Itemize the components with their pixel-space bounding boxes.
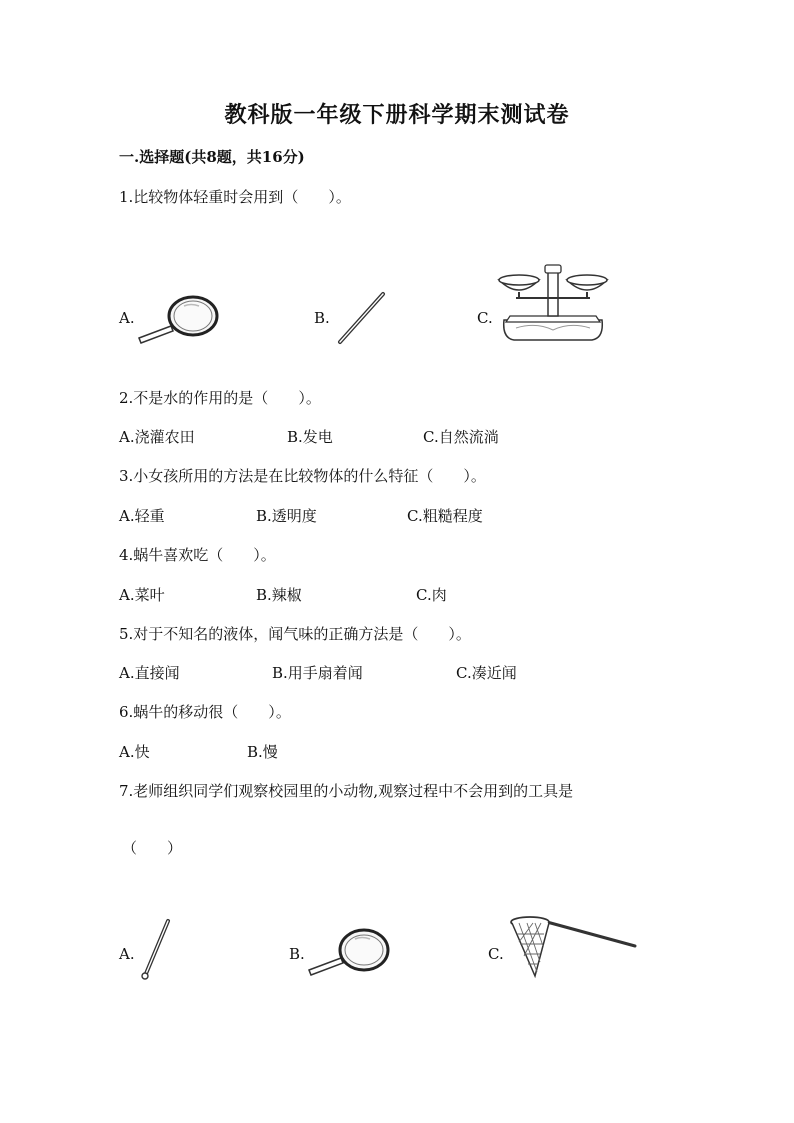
question-7-option-b-label[interactable]: B. [289,945,305,963]
question-5-stem: 5.对于不知名的液体，闻气味的正确方法是（ ）。 [119,625,471,643]
question-3-option-c[interactable]: C.粗糙程度 [407,507,483,525]
question-6-option-b[interactable]: B.慢 [247,743,278,761]
question-3-option-a[interactable]: A.轻重 [119,507,165,525]
question-7-answer-blank: （ ） [122,839,183,857]
question-3-option-b[interactable]: B.透明度 [256,507,317,525]
question-1-stem: 1.比较物体轻重时会用到（ ）。 [119,188,351,206]
question-2-stem: 2.不是水的作用的是（ ）。 [119,389,321,407]
question-4-option-b[interactable]: B.辣椒 [256,586,302,604]
question-4-option-a[interactable]: A.菜叶 [119,586,165,604]
question-7-option-a-label[interactable]: A. [119,945,135,963]
question-6-stem: 6.蜗牛的移动很（ ）。 [119,703,291,721]
glass-rod-icon [336,290,388,346]
question-1-option-a-label[interactable]: A. [119,309,135,327]
magnifying-glass-icon [136,296,226,346]
question-5-option-c[interactable]: C.凑近闻 [456,664,517,682]
question-3-stem: 3.小女孩所用的方法是在比较物体的什么特征（ ）。 [119,467,486,485]
magnifying-glass-icon [306,928,396,978]
question-2-option-b[interactable]: B.发电 [287,428,333,446]
question-5-option-b[interactable]: B.用手扇着闻 [272,664,363,682]
question-1-option-b-label[interactable]: B. [314,309,330,327]
section-heading: 一.选择题(共8题，共16分) [119,148,305,166]
question-2-option-a[interactable]: A.浇灌农田 [119,428,195,446]
insect-net-icon [507,914,641,980]
balance-scale-icon [496,262,610,344]
glass-rod-icon [138,916,174,982]
question-1-option-c-label[interactable]: C. [477,309,493,327]
question-7-option-c-label[interactable]: C. [488,945,504,963]
question-6-option-a[interactable]: A.快 [119,743,150,761]
question-7-stem: 7.老师组织同学们观察校园里的小动物,观察过程中不会用到的工具是 [119,782,574,800]
question-2-option-c[interactable]: C.自然流淌 [423,428,499,446]
question-5-option-a[interactable]: A.直接闻 [119,664,180,682]
question-4-option-c[interactable]: C.肉 [416,586,447,604]
question-4-stem: 4.蜗牛喜欢吃（ ）。 [119,546,276,564]
page-title: 教科版一年级下册科学期末测试卷 [224,102,570,128]
